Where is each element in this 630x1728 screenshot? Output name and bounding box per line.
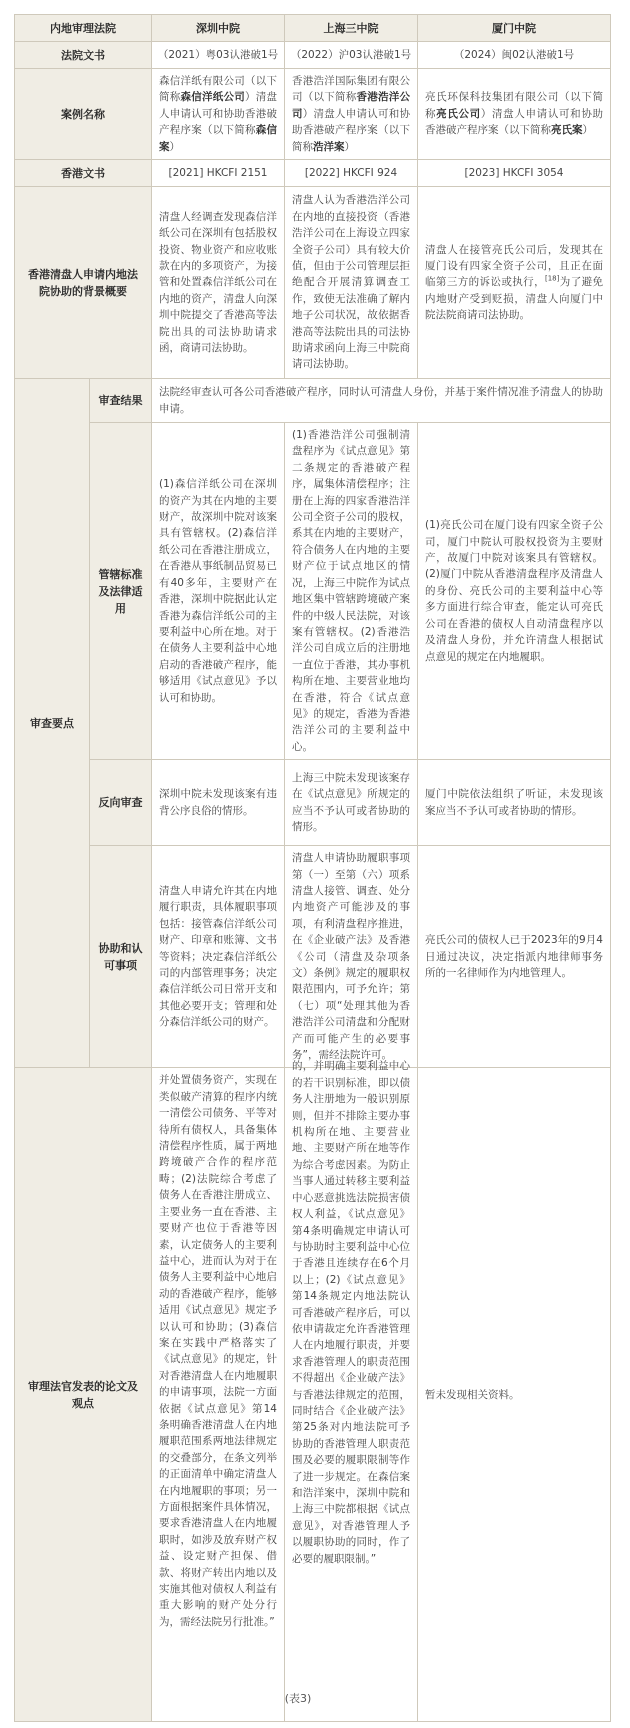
case-xm-pre: 亮氏环保科技集团有限公司（以下简称	[425, 91, 603, 120]
review-result-text: 法院经审查认可各公司香港破产程序，同时认可清盘人身份，并基于案件情况准予清盘人的协助申请。	[152, 379, 611, 423]
jurisdiction-shenzhen: (1)森信洋纸公司在深圳的资产为其在内地的主要财产，故深圳中院对该案具有管辖权。(2)森信洋纸公司在香港注册成立，在香港从事纸制品贸易已有40多年，主要财产在香港，深圳中院据此认定香港为森信洋纸公司的主要利益中心所在地。对于在债务人主要利益中心地启动的香港破产程序，能够适用《试点意见》予以认可和协助。	[152, 423, 285, 760]
footnote-ref: [18]	[545, 274, 560, 283]
background-shanghai: 清盘人认为香港浩洋公司在内地的直接投资（香港浩洋公司在上海设立四家全资子公司）具有较大价值，但由于公司管理层拒绝配合开展清算调查工作，致使无法准确了解内地子公司状况，故依据香港高等法院出具的司法协助请求函向上海三中院商请司法协助。	[285, 187, 418, 379]
table-caption: (表3)	[284, 1692, 312, 1705]
review-result-row	[15, 379, 611, 423]
case-sz-pre: 森信洋纸有限公司（以下简称	[159, 75, 277, 104]
doc-label: 法院文书	[15, 42, 152, 69]
hk-doc-shanghai: [2022] HKCFI 924	[285, 160, 418, 187]
hk-doc-row	[15, 160, 611, 187]
header-row	[15, 15, 611, 42]
reverse-review-row	[15, 760, 611, 846]
header-xiamen: 厦门中院	[418, 15, 611, 42]
paper-xiamen: 暂未发现相关资料。	[418, 1068, 611, 1722]
jurisdiction-label: 管辖标准及法律适用	[90, 423, 152, 760]
jurisdiction-shanghai: (1)香港浩洋公司强制清盘程序为《试点意见》第二条规定的香港破产程序，属集体清偿程序；注册在上海的四家香港浩洋公司全资子公司的股权，系其在内地的主要财产，符合债务人在内地的主要财产位于试点地区的情况，上海三中院作为试点地区集中管辖跨境破产案件的中级人民法院，对该案有管辖权。(2)香港浩洋公司自成立后的注册地一直位于香港，其办事机构所在地、主要营业地均在香港，符合《试点意见》的规定，香港为香港浩洋公司的主要利益中心。	[285, 423, 418, 760]
doc-shenzhen: （2021）粤03认港破1号	[152, 42, 285, 69]
doc-row	[15, 42, 611, 69]
jurisdiction-row	[15, 423, 611, 760]
case-sh-bold2: 浩洋案	[313, 140, 345, 153]
assist-shanghai: 清盘人申请协助履职事项第（一）至第（六）项系清盘人接管、调查、处分内地资产可能涉及的事项，有利清盘程序推进，在《企业破产法》及香港《公司（清盘及杂项条文）条例》规定的履职权限范围内，可予允许；第（七）项“处理其他为香港浩洋公司清盘和分配财产而可能产生的必要事务”，需经法院许可。	[285, 846, 418, 1068]
reverse-review-label: 反向审查	[90, 760, 152, 846]
case-sz-post: ）清盘人申请认可和协助香港破产程序案（以下简称	[159, 91, 277, 137]
reverse-shenzhen: 深圳中院未发现该案有违背公序良俗的情形。	[152, 760, 285, 846]
case-name-xiamen	[418, 69, 611, 160]
paper-shanghai-text: 的，并明确主要利益中心的若干识别标准，即以债务人注册地为一般识别原则，但并不排除主要办事机构所在地、主要营业地、主要财产所在地等作为综合考虑因素。为防止当事人通过转移主要利益中心恶意挑选法院损害债权人利益，《试点意见》第4条明确规定申请认可与协助时主要利益中心位于香港且连续存在6个月以上；(2)《试点意见》第14条规定内地法院认可香港破产程序后，可以依申请裁定允许香港管理人在内地履行职责，并要求香港管理人的职责范围不得超出《企业破产法》与香港法律规定的范围，同时结合《企业破产法》第25条对内地法院可予协助的香港管理人职责范围及必要的履职限制等作了进一步规定。在森信案和浩洋案中，深圳中院和上海三中院都根据《试点意见》，对香港管理人予以履职协助的同时，作了必要的履职限制。”	[292, 1060, 410, 1565]
assist-label: 协助和认可事项	[90, 846, 152, 1068]
background-xiamen	[418, 187, 611, 379]
hk-doc-label: 香港文书	[15, 160, 152, 187]
case-sh-bold: 香港浩洋公司	[292, 91, 410, 120]
reverse-shanghai: 上海三中院未发现该案存在《试点意见》所规定的应当不予认可或者协助的情形。	[285, 760, 418, 846]
doc-shanghai: （2022）沪03认港破1号	[285, 42, 418, 69]
case-comparison-table	[14, 14, 611, 1722]
header-court: 内地审理法院	[15, 15, 152, 42]
paper-shanghai-viewport	[285, 1060, 417, 1720]
case-xm-post: ）清盘人申请认可和协助香港破产程序案（以下简称	[425, 107, 604, 137]
case-name-shanghai	[285, 69, 418, 160]
assist-row	[15, 846, 611, 1068]
case-sh-pre: 香港浩洋国际集团有限公司（以下简称	[292, 75, 410, 104]
hk-doc-xiamen: [2023] HKCFI 3054	[418, 160, 611, 187]
case-xm-bold2: 亮氏案	[551, 124, 583, 137]
jurisdiction-xiamen: (1)亮氏公司在厦门设有四家全资子公司，厦门中院认可股权投资为主要财产，故厦门中院对该案具有管辖权。(2)厦门中院从香港清盘程序及清盘人的身份、亮氏公司的主要利益中心等多方面进行综合审查，能定认可亮氏公司在香港的债权人自动清盘程序以及清盘人身份，并允许清盘人根据试点意见的规定在内地履职。	[418, 423, 611, 760]
case-sh-post: ）清盘人申请认可和协助香港破产程序案（以下简称	[292, 107, 410, 153]
hk-doc-shenzhen: [2021] HKCFI 2151	[152, 160, 285, 187]
doc-xiamen: （2024）闽02认港破1号	[418, 42, 611, 69]
paper-label: 审理法官发表的论文及观点	[15, 1068, 152, 1722]
header-shenzhen: 深圳中院	[152, 15, 285, 42]
case-sz-bold: 森信洋纸公司	[180, 91, 245, 104]
background-xm-b: 为了避免内地财产受到贬损，清盘人向厦门中院法院商请司法协助。	[425, 276, 604, 322]
paper-row	[15, 1068, 611, 1722]
case-name-shenzhen	[152, 69, 285, 160]
case-name-row	[15, 69, 611, 160]
background-xm-a: 清盘人在接管亮氏公司后，发现其在厦门设有四家全资子公司，且正在面临第三方的诉讼或执行，	[425, 243, 603, 289]
case-name-label: 案例名称	[15, 69, 152, 160]
assist-shenzhen: 清盘人申请允许其在内地履行职责，具体履职事项包括：接管森信洋纸公司财产、印章和账簿、文书等资料；决定森信洋纸公司的内部管理事务；决定森信洋纸公司日常开支和其他必要开支；管理和处分森信洋纸公司的财产。	[152, 846, 285, 1068]
reverse-xiamen: 厦门中院依法组织了听证，未发现该案应当不予认可或者协助的情形。	[418, 760, 611, 846]
review-points-label: 审查要点	[15, 379, 90, 1068]
header-shanghai: 上海三中院	[285, 15, 418, 42]
assist-xiamen: 亮氏公司的债权人已于2023年的9月4日通过决议，决定指派内地律师事务所的一名律师作为内地管理人。	[418, 846, 611, 1068]
background-label: 香港清盘人申请内地法院协助的背景概要	[15, 187, 152, 379]
case-xm-end: ）	[582, 124, 593, 137]
background-shenzhen: 清盘人经调查发现森信洋纸公司在深圳有包括股权投资、物业资产和应收账款在内的多项资产，为接管和处置森信洋纸公司在内地的资产，清盘人向深圳中院提交了香港高等法院出具的司法协助请求函，商请司法协助。	[152, 187, 285, 379]
paper-shanghai	[285, 1060, 418, 1722]
background-row	[15, 187, 611, 379]
case-sz-bold2: 森信案	[159, 124, 277, 153]
case-xm-bold: 亮氏公司	[436, 107, 481, 120]
case-sh-end: ）	[344, 140, 355, 153]
case-sz-end: ）	[169, 140, 180, 153]
paper-shenzhen: 并处置债务资产，实现在类似破产清算的程序内统一清偿公司债务、平等对待所有债权人，具备集体清偿程序性质，属于两地跨境破产合作的程序范畴；(2)法院综合考虑了债务人在香港注册成立、主要业务一直在香港、主要财产也位于香港等因素，认定债务人的主要利益中心，进而认为对于在债务人主要利益中心地启动的香港破产程序，能够适用《试点意见》规定予以认可和协助；(3)森信案在实践中严格落实了《试点意见》的规定，针对香港清盘人在内地履职的申请事项，法院一方面依据《试点意见》第14条明确香港清盘人在内地履职范围系两地法律规定的交叠部分，在条文列举的正面清单中确定清盘人在内地履职的事项；另一方面根据案件具体情况，要求香港清盘人在内地履职时，如涉及放弃财产权益、设定财产担保、借款、将财产转出内地以及实施其他对债权人利益有重大影响的财产处分行为，需经法院另行批准。”	[152, 1068, 285, 1722]
review-result-label: 审查结果	[90, 379, 152, 423]
comparison-table-container	[14, 14, 610, 1722]
